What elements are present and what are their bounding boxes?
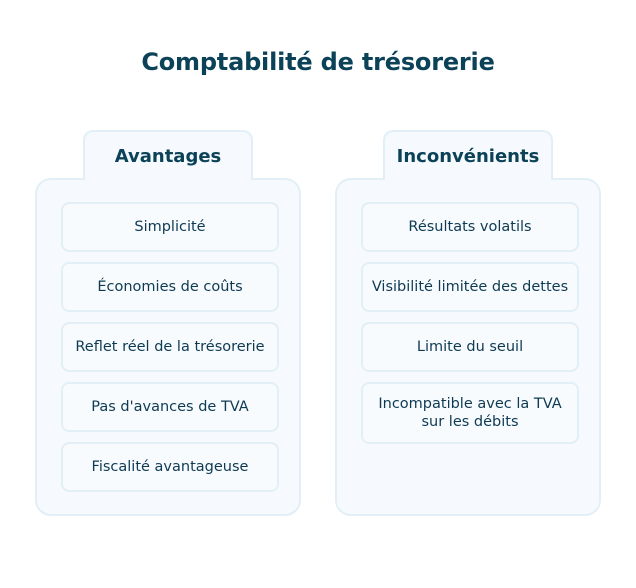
advantages-panel [35,178,301,516]
disadvantage-item: Incompatible avec la TVA sur les débits [361,382,579,444]
disadvantage-item: Résultats volatils [361,202,579,252]
disadvantages-panel [335,178,601,516]
advantage-item: Fiscalité avantageuse [61,442,279,492]
advantages-tab-joint [85,178,251,182]
disadvantages-tab-joint [385,178,551,182]
advantage-item: Simplicité [61,202,279,252]
advantage-item: Économies de coûts [61,262,279,312]
advantage-item: Reflet réel de la trésorerie [61,322,279,372]
disadvantages-heading: Inconvénients [383,130,553,180]
advantages-heading: Avantages [83,130,253,180]
disadvantage-item: Limite du seuil [361,322,579,372]
page-title: Comptabilité de trésorerie [141,48,495,76]
disadvantage-item: Visibilité limitée des dettes [361,262,579,312]
advantage-item: Pas d'avances de TVA [61,382,279,432]
